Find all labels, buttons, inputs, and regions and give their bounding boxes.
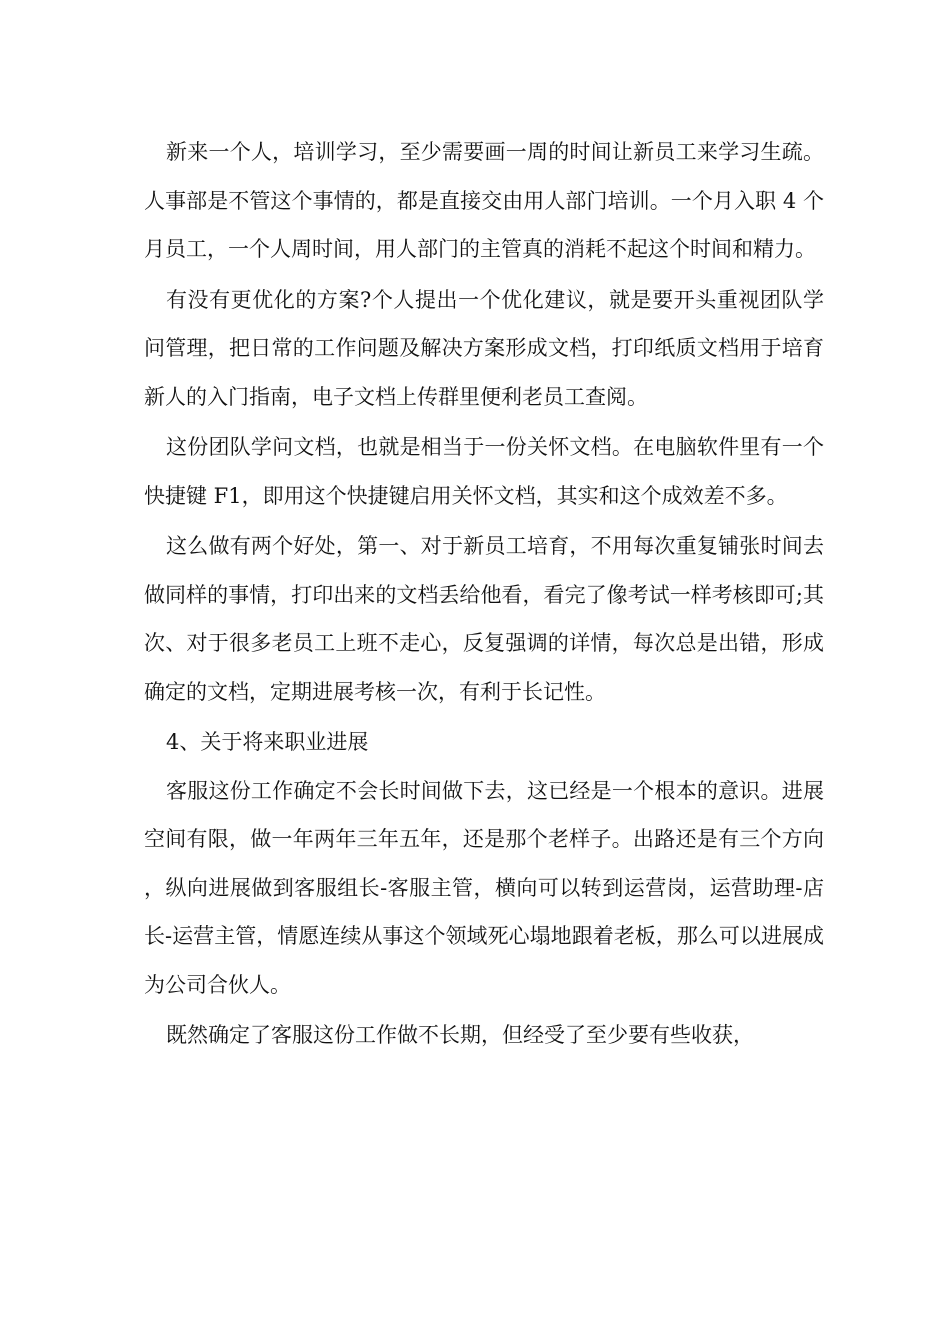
document-body bbox=[144, 128, 824, 1060]
paragraph-training: 新来一个人，培训学习，至少需要画一周的时间让新员工来学习生疏。人事部是不管这个事情的，都是直接交由用人部门培训。一个月入职 4 个月员工，一个人周时间，用人部门的主管真的消耗不起这个时间和精力。 bbox=[144, 140, 824, 261]
paragraph-care-document: 这份团队学问文档，也就是相当于一份关怀文档。在电脑软件里有一个快捷键 F1，即用这个快捷键启用关怀文档，其实和这个成效差不多。 bbox=[144, 435, 824, 508]
section-heading: 4、关于将来职业进展 bbox=[166, 730, 369, 754]
paragraph-optimization: 有没有更优化的方案?个人提出一个优化建议，就是要开头重视团队学问管理，把日常的工作问题及解决方案形成文档，打印纸质文档用于培育新人的入门指南，电子文档上传群里便利老员工查阅。 bbox=[144, 287, 824, 409]
paragraph-gains: 既然确定了客服这份工作做不长期，但经受了至少要有些收获， bbox=[166, 1023, 754, 1047]
paragraph-career: 客服这份工作确定不会长时间做下去，这已经是一个根本的意识。进展空间有限，做一年两年三年五年，还是那个老样子。出路还是有三个方向，纵向进展做到客服组长-客服主管，横向可以转到运营岗，运营助理-店长-运营主管，情愿连续从事这个领域死心塌地跟着老板，那么可以进展成为公司合伙人。 bbox=[144, 778, 824, 997]
paragraph-benefits: 这么做有两个好处，第一、对于新员工培育，不用每次重复铺张时间去做同样的事情，打印出来的文档丢给他看，看完了像考试一样考核即可;其次、对于很多老员工上班不走心，反复强调的详情，每次总是出错，形成确定的文档，定期进展考核一次，有利于长记性。 bbox=[144, 534, 824, 704]
